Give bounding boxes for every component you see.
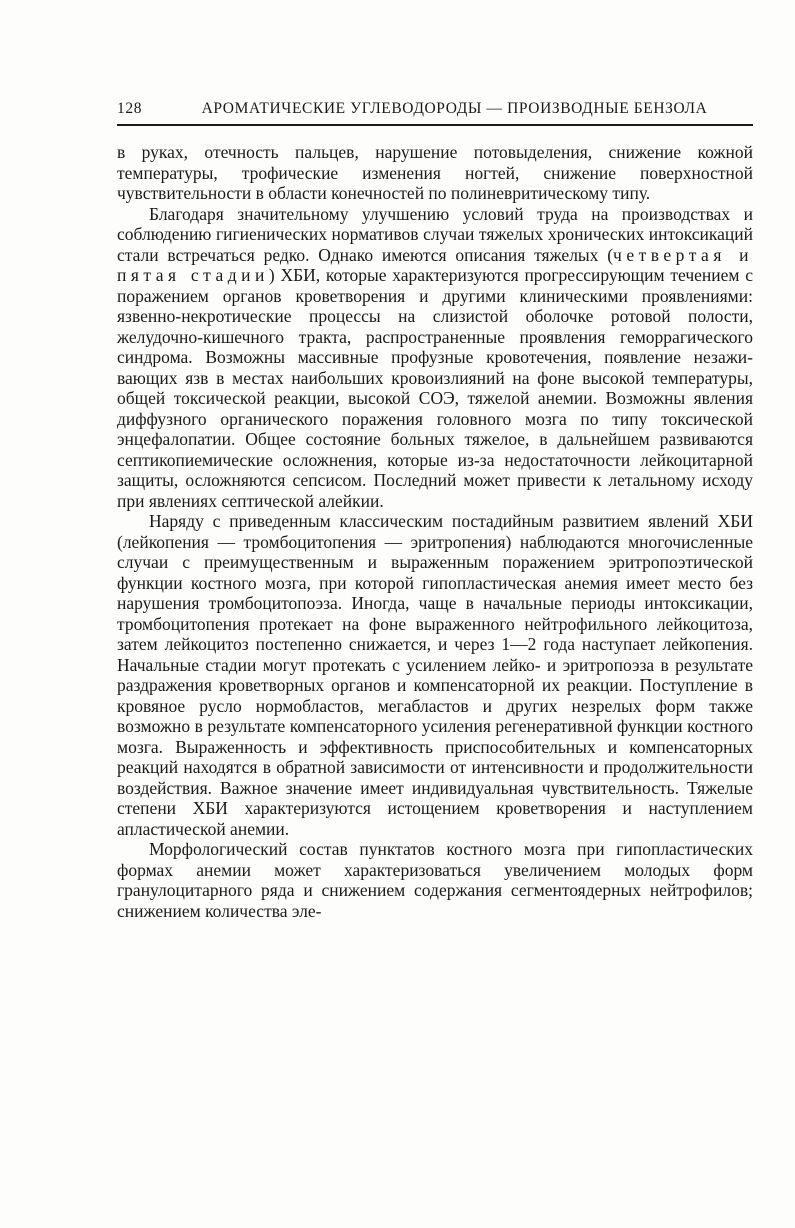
paragraph-3: Наряду с приведенным классическим постадийным развитием явлений ХБИ (лейкопения — тромбоцитопения — эритропения) наблюдаются многочисленные случаи с преимущественным и выраженным поражением эритропоэтической функции костного мозга, при которой гипопластическая анемия имеет место без нарушения тромбоцитопоэза. Иногда, чаще в начальные периоды интоксикации, тромбоцитопения протекает на фоне выраженного нейтрофильного лейкоцитоза, затем лейкоцитоз постепенно снижается, и через 1—2 года наступает лейкопения. Начальные стадии могут протекать с усилением лейко- и эритропоэза в результате раздражения кроветворных органов и компенсаторной их реакции. Поступление в кровяное русло нормобластов, мегабластов и других незрелых форм также возможно в результате компенсаторного усиления регенеративной функции костного мозга. Выраженность и эффективность приспособительных и компенсаторных реакций находятся в обратной зависимости от интенсивности и продолжительности воздействия. Важное значение имеет индивидуальная чувствительность. Тяжелые степени ХБИ характеризуются истощением кроветворения и наступлением апластической анемии. [117, 511, 753, 839]
paragraph-2 [117, 204, 753, 512]
paragraph-2-part-1: Благодаря значительному улучшению условий труда на производствах и соблюдению гигиенических нормативов случаи тяжелых хронических интоксикаций стали встречаться редко. Однако имеются описания тяжелых ( [117, 203, 753, 265]
paragraph-2-part-2: ) ХБИ, которые характеризуются прогрессирующим течением с поражением органов кроветворения и другими клиническими проявлениями: язвенно-некротические процессы на слизистой оболочке ротовой полости, желудочно-кишечного тракта, распространенные проявления геморрагического синдрома. Возможны массивные профузные кровотечения, появление незаживающих язв в местах наибольших кровоизлияний на фоне высокой температуры, общей токсической реакции, высокой СОЭ, тяжелой анемии. Возможны явления диффузного органического поражения головного мозга по типу токсической энцефалопатии. Общее состояние больных тяжелое, в дальнейшем развиваются септикопиемические осложнения, которые из-за недостаточности лейкоцитарной защиты, осложняются сепсисом. Последний может привести к летальному исходу при явлениях септической алейкии. [117, 265, 753, 511]
paragraph-4: Морфологический состав пунктатов костного мозга при гипопластических формах анемии может характеризоваться увеличением молодых форм гранулоцитарного ряда и снижением содержания сегментоядерных нейтрофилов; снижением количества эле- [117, 839, 753, 921]
book-page [117, 100, 753, 921]
page-number: 128 [117, 100, 143, 117]
spaced-emphasis: четвертая и пятая стадии [117, 244, 753, 285]
running-title: АРОМАТИЧЕСКИЕ УГЛЕВОДОРОДЫ — ПРОИЗВОДНЫЕ БЕНЗОЛА [201, 100, 708, 117]
running-header [117, 100, 753, 126]
page-body [117, 142, 753, 921]
paragraph-1: в руках, отечность пальцев, нарушение потовыделения, снижение кожной температуры, трофические изменения ногтей, снижение поверхностной чувствительности в области конечностей по полиневритическому типу. [117, 142, 753, 203]
